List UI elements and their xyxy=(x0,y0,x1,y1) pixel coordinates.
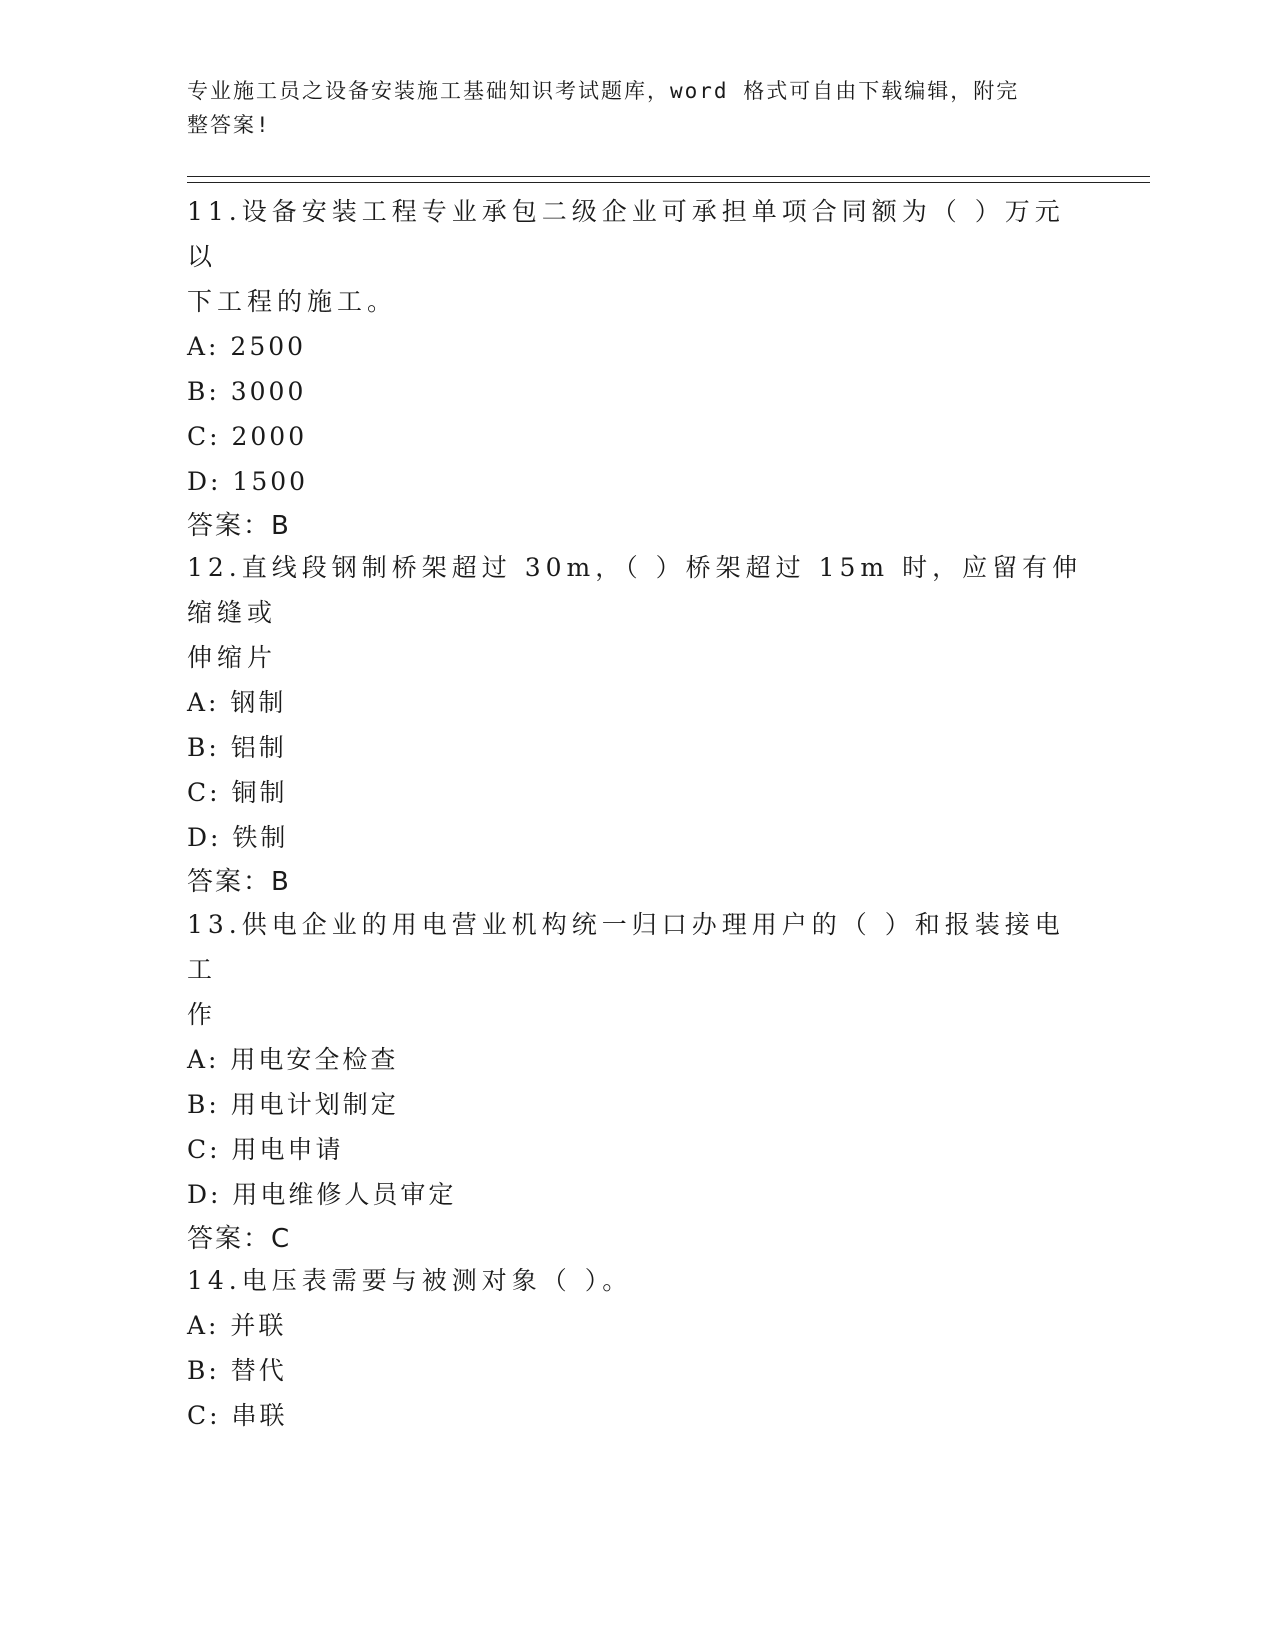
option-b: B: 铝制 xyxy=(187,733,287,762)
question-stem: 12.直线段钢制桥架超过 30m，（ ）桥架超过 15m 时，应留有伸缩缝或 xyxy=(187,553,1083,627)
question-stem-continued: 作 xyxy=(187,1000,218,1029)
option-c: C: 铜制 xyxy=(187,778,288,807)
option-b: B: 3000 xyxy=(187,377,307,406)
question-stem: 13.供电企业的用电营业机构统一归口办理用户的（ ）和报装接电工 xyxy=(187,910,1065,984)
answer: 答案：C xyxy=(187,1224,292,1254)
header-line-2: 整答案! xyxy=(187,113,271,137)
question-13 xyxy=(187,902,1087,1262)
option-b: B: 替代 xyxy=(187,1356,287,1385)
option-a: A: 并联 xyxy=(187,1311,287,1340)
question-stem: 11.设备安装工程专业承包二级企业可承担单项合同额为（ ）万元以 xyxy=(187,197,1065,271)
option-b: B: 用电计划制定 xyxy=(187,1090,399,1119)
option-d: D: 1500 xyxy=(187,467,309,496)
option-c: C: 2000 xyxy=(187,422,308,451)
question-14 xyxy=(187,1258,1087,1438)
answer: 答案：B xyxy=(187,867,291,897)
option-a: A: 2500 xyxy=(187,332,307,361)
question-stem-continued: 下工程的施工。 xyxy=(187,287,398,316)
question-stem: 14.电压表需要与被测对象（ ）。 xyxy=(187,1266,633,1295)
header-divider-top xyxy=(187,176,1150,177)
header-divider-bottom xyxy=(187,182,1150,183)
option-c: C: 串联 xyxy=(187,1401,288,1430)
option-a: A: 钢制 xyxy=(187,688,287,717)
document-header xyxy=(187,74,1067,142)
question-12 xyxy=(187,545,1087,905)
answer: 答案：B xyxy=(187,511,291,541)
header-line-1: 专业施工员之设备安装施工基础知识考试题库，word 格式可自由下载编辑，附完 xyxy=(187,79,1020,103)
option-a: A: 用电安全检查 xyxy=(187,1045,399,1074)
question-11 xyxy=(187,189,1087,549)
option-c: C: 用电申请 xyxy=(187,1135,344,1164)
option-d: D: 用电维修人员审定 xyxy=(187,1180,457,1209)
option-d: D: 铁制 xyxy=(187,823,289,852)
question-stem-continued: 伸缩片 xyxy=(187,643,278,672)
